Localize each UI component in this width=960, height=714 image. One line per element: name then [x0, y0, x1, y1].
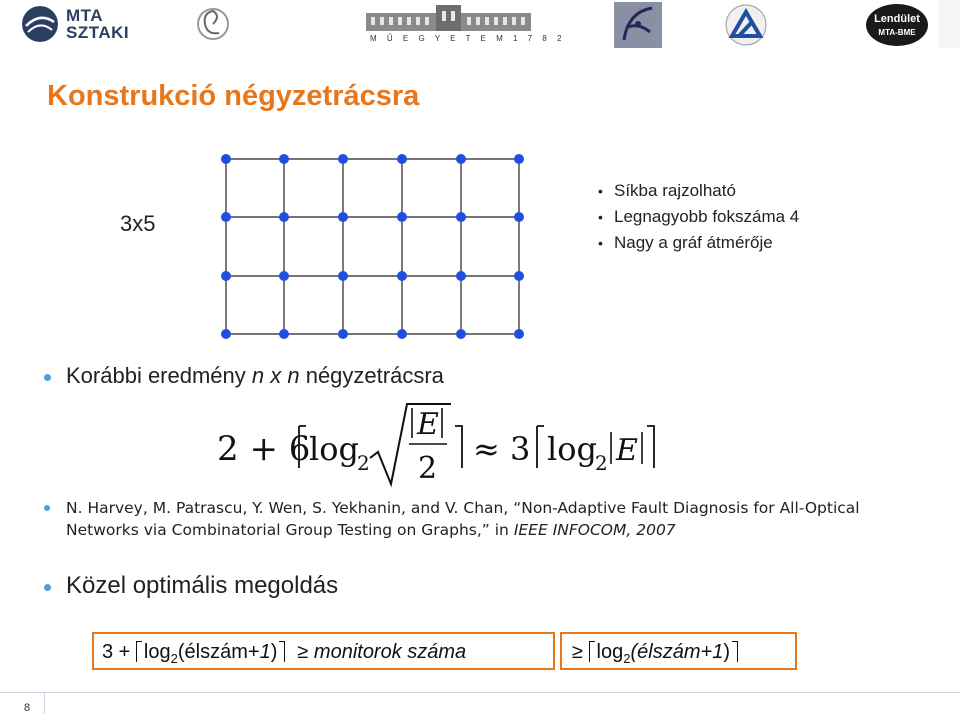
- box2-expression: [572, 641, 738, 670]
- university-motto: M Ű E G Y E T E M 1 7 8 2: [370, 34, 566, 43]
- slide-title: Konstrukció négyzetrácsra: [47, 80, 420, 112]
- grid-graph-figure: [212, 150, 532, 345]
- ceil-open-bracket-2: [537, 426, 544, 468]
- ceil-close-icon: [732, 641, 738, 662]
- prior-result-italic: n x n: [251, 363, 300, 388]
- ceil-close-bracket-2: [647, 426, 654, 468]
- footer-divider-vertical: [44, 692, 45, 714]
- formula-E: E: [417, 407, 439, 442]
- header-logo-bar: [0, 0, 960, 50]
- box1-expression: [102, 641, 466, 670]
- property-item: • Legnagyobb fokszáma 4: [598, 204, 799, 230]
- page-number: 8: [24, 702, 31, 714]
- grid-node: [514, 212, 524, 222]
- grid-edges: [226, 159, 519, 334]
- box1-log: log: [143, 641, 171, 663]
- box2-arg: (élszám+: [630, 641, 713, 663]
- grid-size-label: 3x5: [120, 211, 156, 236]
- grid-node: [456, 271, 466, 281]
- grid-node: [514, 154, 524, 164]
- header-corner-block: [938, 0, 960, 48]
- grid-node: [514, 329, 524, 339]
- monitor-bound-box: [92, 632, 555, 670]
- ceil-open-icon: [589, 641, 595, 662]
- box2-relation: ≥: [572, 641, 583, 663]
- grid-node: [397, 329, 407, 339]
- bound-formula: [215, 398, 675, 490]
- grid-node: [279, 154, 289, 164]
- box1-monitors: monitorok száma: [313, 641, 467, 663]
- box2-arg-close: ): [723, 641, 730, 663]
- grid-node: [456, 329, 466, 339]
- lendulet-logo: [866, 4, 928, 46]
- box2-log: log: [596, 641, 624, 663]
- property-item: • Nagy a gráf átmérője: [598, 230, 799, 256]
- grid-node: [279, 329, 289, 339]
- bullet-icon: [44, 374, 51, 381]
- near-optimal-line: Közel optimális megoldás: [66, 572, 339, 599]
- property-item: • Síkba rajzolható: [598, 178, 799, 204]
- edge-bound-box: [560, 632, 797, 670]
- formula-E-2: E: [616, 433, 638, 468]
- mta-logo-line2: SZTAKI: [66, 23, 130, 42]
- grid-node: [338, 271, 348, 281]
- formula-log-sub-2: 2: [595, 451, 608, 475]
- formula-denominator: 2: [418, 451, 438, 486]
- ceil-close-icon: [279, 641, 285, 662]
- ceil-close-bracket: [455, 426, 462, 468]
- mta-sztaki-globe-icon: [20, 4, 60, 44]
- box1-prefix: 3 +: [102, 641, 136, 663]
- reference-text: [66, 497, 926, 541]
- box1-arg-one: 1: [259, 641, 271, 663]
- reference-venue: IEEE INFOCOM, 2007: [513, 521, 676, 539]
- spiral-logo-icon: [195, 3, 231, 45]
- formula-approx: ≈ 3: [473, 430, 531, 468]
- reference-authors: N. Harvey, M. Patrascu, Y. Wen, S. Yekhanin, and V. Chan, “Non-Adaptive Fault Diagnosis for All-Optical Networks via Combinatorial Group Testing on Graphs,” in: [66, 499, 860, 539]
- grid-node: [514, 271, 524, 281]
- grid-node: [338, 329, 348, 339]
- grid-properties-list: [598, 178, 799, 256]
- bullet-icon: [44, 584, 51, 591]
- university-building-icon: [366, 3, 531, 31]
- grid-node: [338, 212, 348, 222]
- box1-log-sub: 2: [170, 651, 178, 666]
- grid-node: [221, 212, 231, 222]
- footer-divider: [0, 692, 960, 693]
- grid-node: [221, 154, 231, 164]
- grid-node: [456, 154, 466, 164]
- prior-result-line: [66, 363, 444, 389]
- grid-node: [279, 212, 289, 222]
- lendulet-line1: Lendület: [874, 13, 920, 25]
- prior-result-suffix: négyzetrácsra: [299, 363, 444, 388]
- grid-nodes: [221, 154, 524, 339]
- formula-lhs-const: 2 + 6: [217, 429, 311, 469]
- mta-sztaki-logo: [66, 7, 129, 41]
- grid-node: [279, 271, 289, 281]
- triangle-logo-icon: [722, 4, 770, 46]
- ceil-open-icon: [136, 641, 142, 662]
- lendulet-line2: MTA-BME: [878, 28, 916, 37]
- box1-arg-open: (élszám+: [177, 641, 260, 663]
- grid-node: [397, 271, 407, 281]
- prior-result-prefix: Korábbi eredmény: [66, 363, 252, 388]
- grid-node: [456, 212, 466, 222]
- grid-node: [221, 329, 231, 339]
- box2-arg-one: 1: [712, 641, 724, 663]
- formula-log: log: [309, 430, 359, 468]
- grid-node: [338, 154, 348, 164]
- grid-node: [397, 212, 407, 222]
- grid-node: [397, 154, 407, 164]
- box2-log-sub: 2: [623, 651, 631, 666]
- box1-relation: ≥: [297, 641, 309, 663]
- bullet-icon: [44, 505, 50, 511]
- box1-arg-close: ): [270, 641, 278, 663]
- department-logo-icon: [614, 2, 662, 48]
- formula-log-sub: 2: [357, 451, 370, 475]
- mta-logo-line1: MTA: [66, 6, 104, 25]
- formula-log-2: log: [547, 430, 597, 468]
- grid-node: [221, 271, 231, 281]
